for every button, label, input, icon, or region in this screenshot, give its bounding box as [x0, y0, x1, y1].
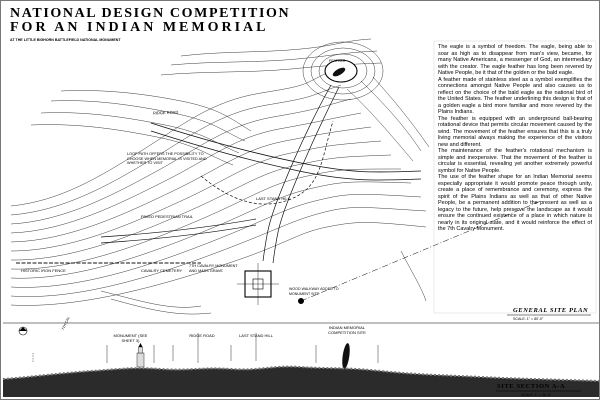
plan-title: GENERAL SITE PLAN — [513, 307, 589, 314]
title-line-1: NATIONAL DESIGN COMPETITION — [10, 6, 291, 21]
ridge-road-label: RIDGE ROAD — [152, 109, 179, 116]
plan-scale: SCALE: 1" = 80'-0" — [513, 317, 544, 321]
section-box-ridge-road — [173, 334, 231, 339]
section-marker-a — [19, 327, 27, 335]
description-paragraph: A feather made of stainless steel as a symbol exemplifies the connections amongst Native People and also causes us to reflect on the choice of the bald eagle as the national bird of the United States. The feather underlining this design is that of a golden eagle a bird more familiar and more revered by the Plains Indians. — [438, 76, 592, 115]
last-stand-hill-label: LAST STAND HILL — [256, 196, 290, 201]
description-paragraph: The eagle is a symbol of freedom. The eagle, being able to soar as high as to disappear from man's view, became, for many Native Americans, a messenger of God, an intermediary with the creator. The eagle feather has long been revered by Native People, be it that of the golden or the bald eagle. — [438, 44, 592, 76]
cavalry-monument — [237, 263, 279, 305]
section-title: SITE SECTION A-A — [497, 383, 566, 390]
section-box-memorial-text: INDIAN MEMORIAL COMPETITION SITE — [328, 325, 366, 335]
section-box-last-stand-text: LAST STAND HILL — [239, 333, 273, 338]
section-box-ridge-road-text: RIDGE ROAD — [189, 333, 215, 338]
wood-walkway-label-text: WOOD WALKWAY ADDED TO MONUMENT SITE — [289, 287, 339, 296]
section-box-monument-text: MONUMENT (SEE SHEET 3) — [113, 333, 148, 343]
loop-path-label — [127, 152, 219, 166]
cavalry-monument-label — [189, 264, 241, 273]
wood-walkway-label — [289, 287, 349, 296]
section-feather-icon — [341, 343, 351, 370]
section-monument — [137, 343, 144, 367]
title-line-2: FOR AN INDIAN MEMORIAL — [10, 20, 269, 35]
paved-trail-label: PAVED PEDESTRIAN TRAIL — [141, 214, 194, 219]
section-scale: SCALE: 1" = 40'-0" — [521, 393, 552, 397]
description-paragraph: The use of the feather shape for an Indian Memorial seems especially appropriate it would promote peace through unity, create a place of remembrance and ceremony, express the spirit of the Plains Indians as well as that of other Native People, be a permanent addition to the present as well as a legacy to the future, help preserve the landscape as it would ensure the continued existence of a place in which nature is nearly in its original state, and it would reinforce the effect of the 7th Cavalry Monument. — [438, 174, 592, 232]
loop-path-label-text: LOOP PATH OFFERS THE POSSIBILITY TO CHOOSE WHEN MEMORIAL IS VISITED AND WHETHER TO VISIT — [127, 152, 207, 166]
loop-path — [201, 121, 333, 204]
cavalry-monument-label-text: 7TH CAVALRY MONUMENT AND MASS GRAVE — [189, 264, 238, 273]
paved-trail — [101, 219, 256, 243]
section-label-7th-cav: 7TH CAV. — [61, 315, 71, 331]
subtitle: AT THE LITTLE BIGHORN BATTLEFIELD NATIONAL MONUMENT — [10, 38, 121, 42]
feather-label: FEATHER — [329, 59, 346, 63]
description-panel — [438, 44, 592, 233]
description-paragraph: The feather is equipped with an underground ball-bearing rotational device that permits circular movement caused by the wind. The movement of the feather ensures that this is a truly living memorial always making the experience of the visitors new and different. — [438, 115, 592, 148]
section-box-last-stand — [231, 334, 281, 339]
historic-fence-label: HISTORIC IRON FENCE — [21, 268, 66, 273]
section-box-memorial — [316, 326, 378, 335]
cemetery-label: CAVALRY CEMETERY — [141, 268, 183, 273]
section-box-monument — [107, 334, 154, 343]
description-paragraph: The maintenance of the feather's rotational mechanism is simple and inexpensive. That the movement of the feather is circular is essential, revealing yet another extremely powerful symbol for Native People. — [438, 148, 592, 174]
